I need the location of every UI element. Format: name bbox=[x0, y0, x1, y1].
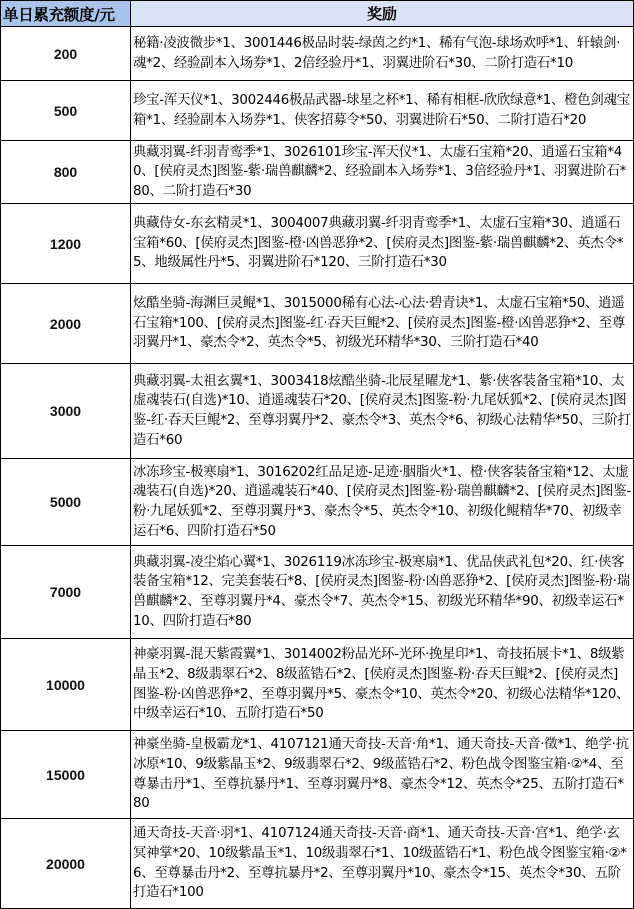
row-reward: 通天奇技-天音·羽*1、4107124通天奇技-天音·商*1、通天奇技-天音·宫*1、绝学·玄冥神掌*20、10级紫晶玉*1、10级翡翠石*1、10级蓝锆石*1、粉色战令图鉴宝箱·②*6、至尊暴击丹*2、至尊抗暴丹*2、至尊羽翼丹*10、豪杰令*15、英杰令*30、五阶打造石*100 bbox=[131, 819, 634, 909]
table-row bbox=[1, 27, 634, 81]
row-reward: 典藏羽翼-纤羽青鸾季*1、3026101珍宝-浑天仪*1、太虚石宝箱*20、逍遥石宝箱*40、[侯府灵杰]图鉴-紫·瑞兽麒麟*2、经验副本入场券*1、3倍经验丹*1、羽翼进阶石*80、二阶打造石*30 bbox=[131, 141, 634, 204]
row-reward: 典藏羽翼-凌尘焰心翼*1、3026119冰冻珍宝-极寒扇*1、优品侠武礼包*20、红·侠客装备宝箱*12、完美套装石*8、[侯府灵杰]图鉴-粉·凶兽恶狰*2、[侯府灵杰]图鉴-粉·瑞兽麒麟*2、至尊羽翼丹*4、豪杰令*7、英杰令*15、初级光环精华*90、初级幸运石*10、四阶打造石*80 bbox=[131, 546, 634, 639]
row-amount: 500 bbox=[1, 81, 131, 141]
row-amount: 1200 bbox=[1, 204, 131, 284]
table-row bbox=[1, 284, 634, 364]
table-row bbox=[1, 459, 634, 546]
table-row bbox=[1, 81, 634, 141]
row-amount: 5000 bbox=[1, 459, 131, 546]
row-reward: 秘籍·凌波微步*1、3001446极品时装-绿茵之约*1、稀有气泡-球场欢呼*1、轩辕剑·魂*2、经验副本入场券*1、2倍经验丹*1、羽翼进阶石*30、二阶打造石*10 bbox=[131, 27, 634, 81]
header-reward: 奖励 bbox=[131, 1, 634, 27]
row-reward: 典藏羽翼-太祖玄翼*1、3003418炫酷坐骑-北辰星曜龙*1、紫·侠客装备宝箱*10、太虚魂装石(自选)*10、逍遥魂装石*20、[侯府灵杰]图鉴-粉·九尾妖狐*2、[侯府灵杰]图鉴-红·吞天巨鲲*2、至尊羽翼丹*2、豪杰令*3、英杰令*6、初级心法精华*50、三阶打造石*60 bbox=[131, 364, 634, 459]
row-amount: 20000 bbox=[1, 819, 131, 909]
table-row bbox=[1, 819, 634, 909]
row-reward: 炫酷坐骑-海渊巨灵鲲*1、3015000稀有心法-心法·碧青诀*1、太虚石宝箱*50、逍遥石宝箱*100、[侯府灵杰]图鉴-红·吞天巨鲲*2、[侯府灵杰]图鉴-橙·凶兽恶狰*2、至尊羽翼丹*1、豪杰令*2、英杰令*5、初级光环精华*30、三阶打造石*40 bbox=[131, 284, 634, 364]
row-reward: 珍宝-浑天仪*1、3002446极品武器-球星之杯*1、稀有相框-欣欣绿意*1、橙色剑魂宝箱*1、经验副本入场券*1、侠客招募令*50、羽翼进阶石*50、二阶打造石*20 bbox=[131, 81, 634, 141]
table-row bbox=[1, 364, 634, 459]
row-reward: 神豪坐骑-皇极霸龙*1、4107121通天奇技-天音·角*1、通天奇技-天音·徵*1、绝学·抗冰原*10、9级紫晶玉*2、9级翡翠石*2、9级蓝锆石*2、粉色战令图鉴宝箱·②*4、至尊暴击丹*1、至尊抗暴丹*1、至尊羽翼丹*8、豪杰令*12、英杰令*25、五阶打造石*80 bbox=[131, 731, 634, 819]
header-amount: 单日累充额度/元 bbox=[1, 1, 131, 27]
table-row bbox=[1, 204, 634, 284]
row-reward: 神豪羽翼-混天紫霞翼*1、3014002粉品光环-光环·挽星印*1、奇技拓展卡*1、8级紫晶玉*2、8级翡翠石*2、8级蓝锆石*2、[侯府灵杰]图鉴-粉·吞天巨鲲*2、[侯府灵杰]图鉴-粉·凶兽恶狰*2、至尊羽翼丹*5、豪杰令*10、英杰令*20、初级心法精华*120、中级幸运石*10、五阶打造石*50 bbox=[131, 639, 634, 731]
table-row bbox=[1, 141, 634, 204]
header-row bbox=[1, 1, 634, 27]
table-row bbox=[1, 639, 634, 731]
row-amount: 7000 bbox=[1, 546, 131, 639]
row-amount: 10000 bbox=[1, 639, 131, 731]
row-amount: 800 bbox=[1, 141, 131, 204]
row-reward: 冰冻珍宝-极寒扇*1、3016202红品足迹-足迹·胭脂火*1、橙·侠客装备宝箱*12、太虚魂装石(自选)*20、逍遥魂装石*40、[侯府灵杰]图鉴-粉·瑞兽麒麟*2、[侯府灵杰]图鉴-粉·九尾妖狐*2、至尊羽翼丹*3、豪杰令*5、英杰令*10、初级化鲲精华*70、初级幸运石*6、四阶打造石*50 bbox=[131, 459, 634, 546]
row-amount: 15000 bbox=[1, 731, 131, 819]
row-amount: 3000 bbox=[1, 364, 131, 459]
row-amount: 200 bbox=[1, 27, 131, 81]
table-row bbox=[1, 546, 634, 639]
table-row bbox=[1, 731, 634, 819]
row-reward: 典藏侍女-东玄精灵*1、3004007典藏羽翼-纤羽青鸾季*1、太虚石宝箱*30、逍遥石宝箱*60、[侯府灵杰]图鉴-橙·凶兽恶狰*2、[侯府灵杰]图鉴-紫·瑞兽麒麟*2、英杰令*5、地级属性丹*5、羽翼进阶石*120、三阶打造石*30 bbox=[131, 204, 634, 284]
row-amount: 2000 bbox=[1, 284, 131, 364]
